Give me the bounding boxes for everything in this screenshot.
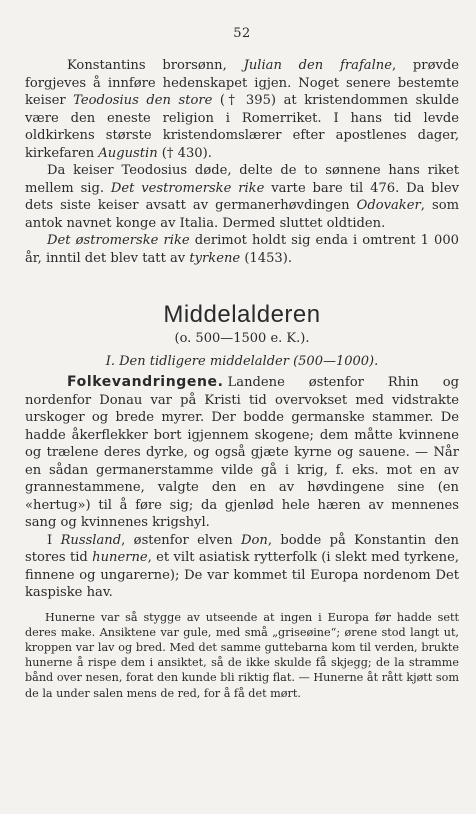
italic-term: Teodosius den store [73,93,213,108]
text-run: , som antok navnet konge av Italia. Dermed sluttet oldtiden. [25,198,460,231]
italic-term: Det vestromerske rike [110,180,265,196]
paragraph-ostromerske [25,232,459,267]
italic-term: Odovaker [356,198,421,213]
text-run: , østenfor elven [121,532,242,548]
italic-term: Russland [60,532,122,548]
italic-term: Julian den frafalne [243,58,392,73]
text-run: Konstantins brorsønn, [67,58,244,73]
chapter-dates: (o. 500—1500 e. K.). [174,331,310,346]
italic-term: tyrkene [189,250,241,266]
paragraph-small-print: Hunerne var så stygge av utseende at ingen i Europa før hadde sett deres make. Ansiktene var gule, med små „griseøine“; ørene stod langt ut, kroppen var lav og bred. Med det samme guttebarna kom til verden, brukte hunerne å rispe dem i ansiktet, så de ikke skulde få skjegg; de la stramme bånd over nesen, forat den kunde bli riktig flat. — Hunerne åt rått kjøtt som de la under salen mens de red, for å få det mørt. [25,610,459,700]
text-run: († 395) at kristendommen skulde være den eneste religion i Romerriket. I hans tid levde oldkirkens største kristendomslærer efter apostlenes dager, kirkefaren [25,93,459,161]
text-run: Da keiser Teodosius døde, delte de to sønnene hans riket mellem sig. [25,163,459,196]
paragraph-folkevandringene [25,374,459,532]
text-run: († 430). [157,145,212,161]
italic-term: Don [241,532,268,548]
paragraph-hunerne [25,532,459,602]
text-run: , bodde på Konstantin den stores tid [25,532,459,565]
text-run: varte bare til 476. Da blev dets siste keiser avsatt av germanerhøvdingen [25,180,460,213]
text-run: , prøvde forgjeves å innføre hedenskapet igjen. Noget senere bestemte keiser [25,58,459,108]
italic-term: Augustin [98,145,158,161]
paragraph-julian [25,57,459,162]
text-run: , et vilt asiatisk rytterfolk (i slekt med tyrkene, finnene og ungarerne); De var kommet til Europa nordenom Det kaspiske hav. [25,550,459,600]
paragraph-folkevandringene-body [25,375,459,530]
chapter-title: Middelalderen [163,301,321,328]
italic-term: hunerne [92,550,148,565]
text-run: (1453). [240,250,293,266]
text-run: derimot holdt sig enda i omtrent 1 000 år, inntil det blev tatt av [25,233,459,266]
text-run: Landene østenfor Rhin og nordenfor Donau var på Kristi tid overvokset med vidstrakte urskoger og brede myrer. Der bodde germanske stammer. De hadde åkerflekker bort igjennem skogene; dem måtte kvinnene og trælene deres dyrke, og også gjæte kyrne og sauene. — Når en sådan germanerstamme vilde gå i krig, f. eks. mot en av grannestammene, valgte den en av høvdingene sine (en «hertug») til å føre sig; da gjenlød hele hæren av mennenes sang og kvinnenes krigshyl. [25,375,459,530]
paragraph-teodosius [25,162,459,232]
text-run: I [47,532,61,548]
lead-in-heading: Folkevandringene. [67,374,224,390]
page-number: 52 [233,26,251,41]
section-heading: I. Den tidligere middelalder (500—1000). [105,354,379,369]
italic-term: Det østromerske rike [47,233,190,248]
